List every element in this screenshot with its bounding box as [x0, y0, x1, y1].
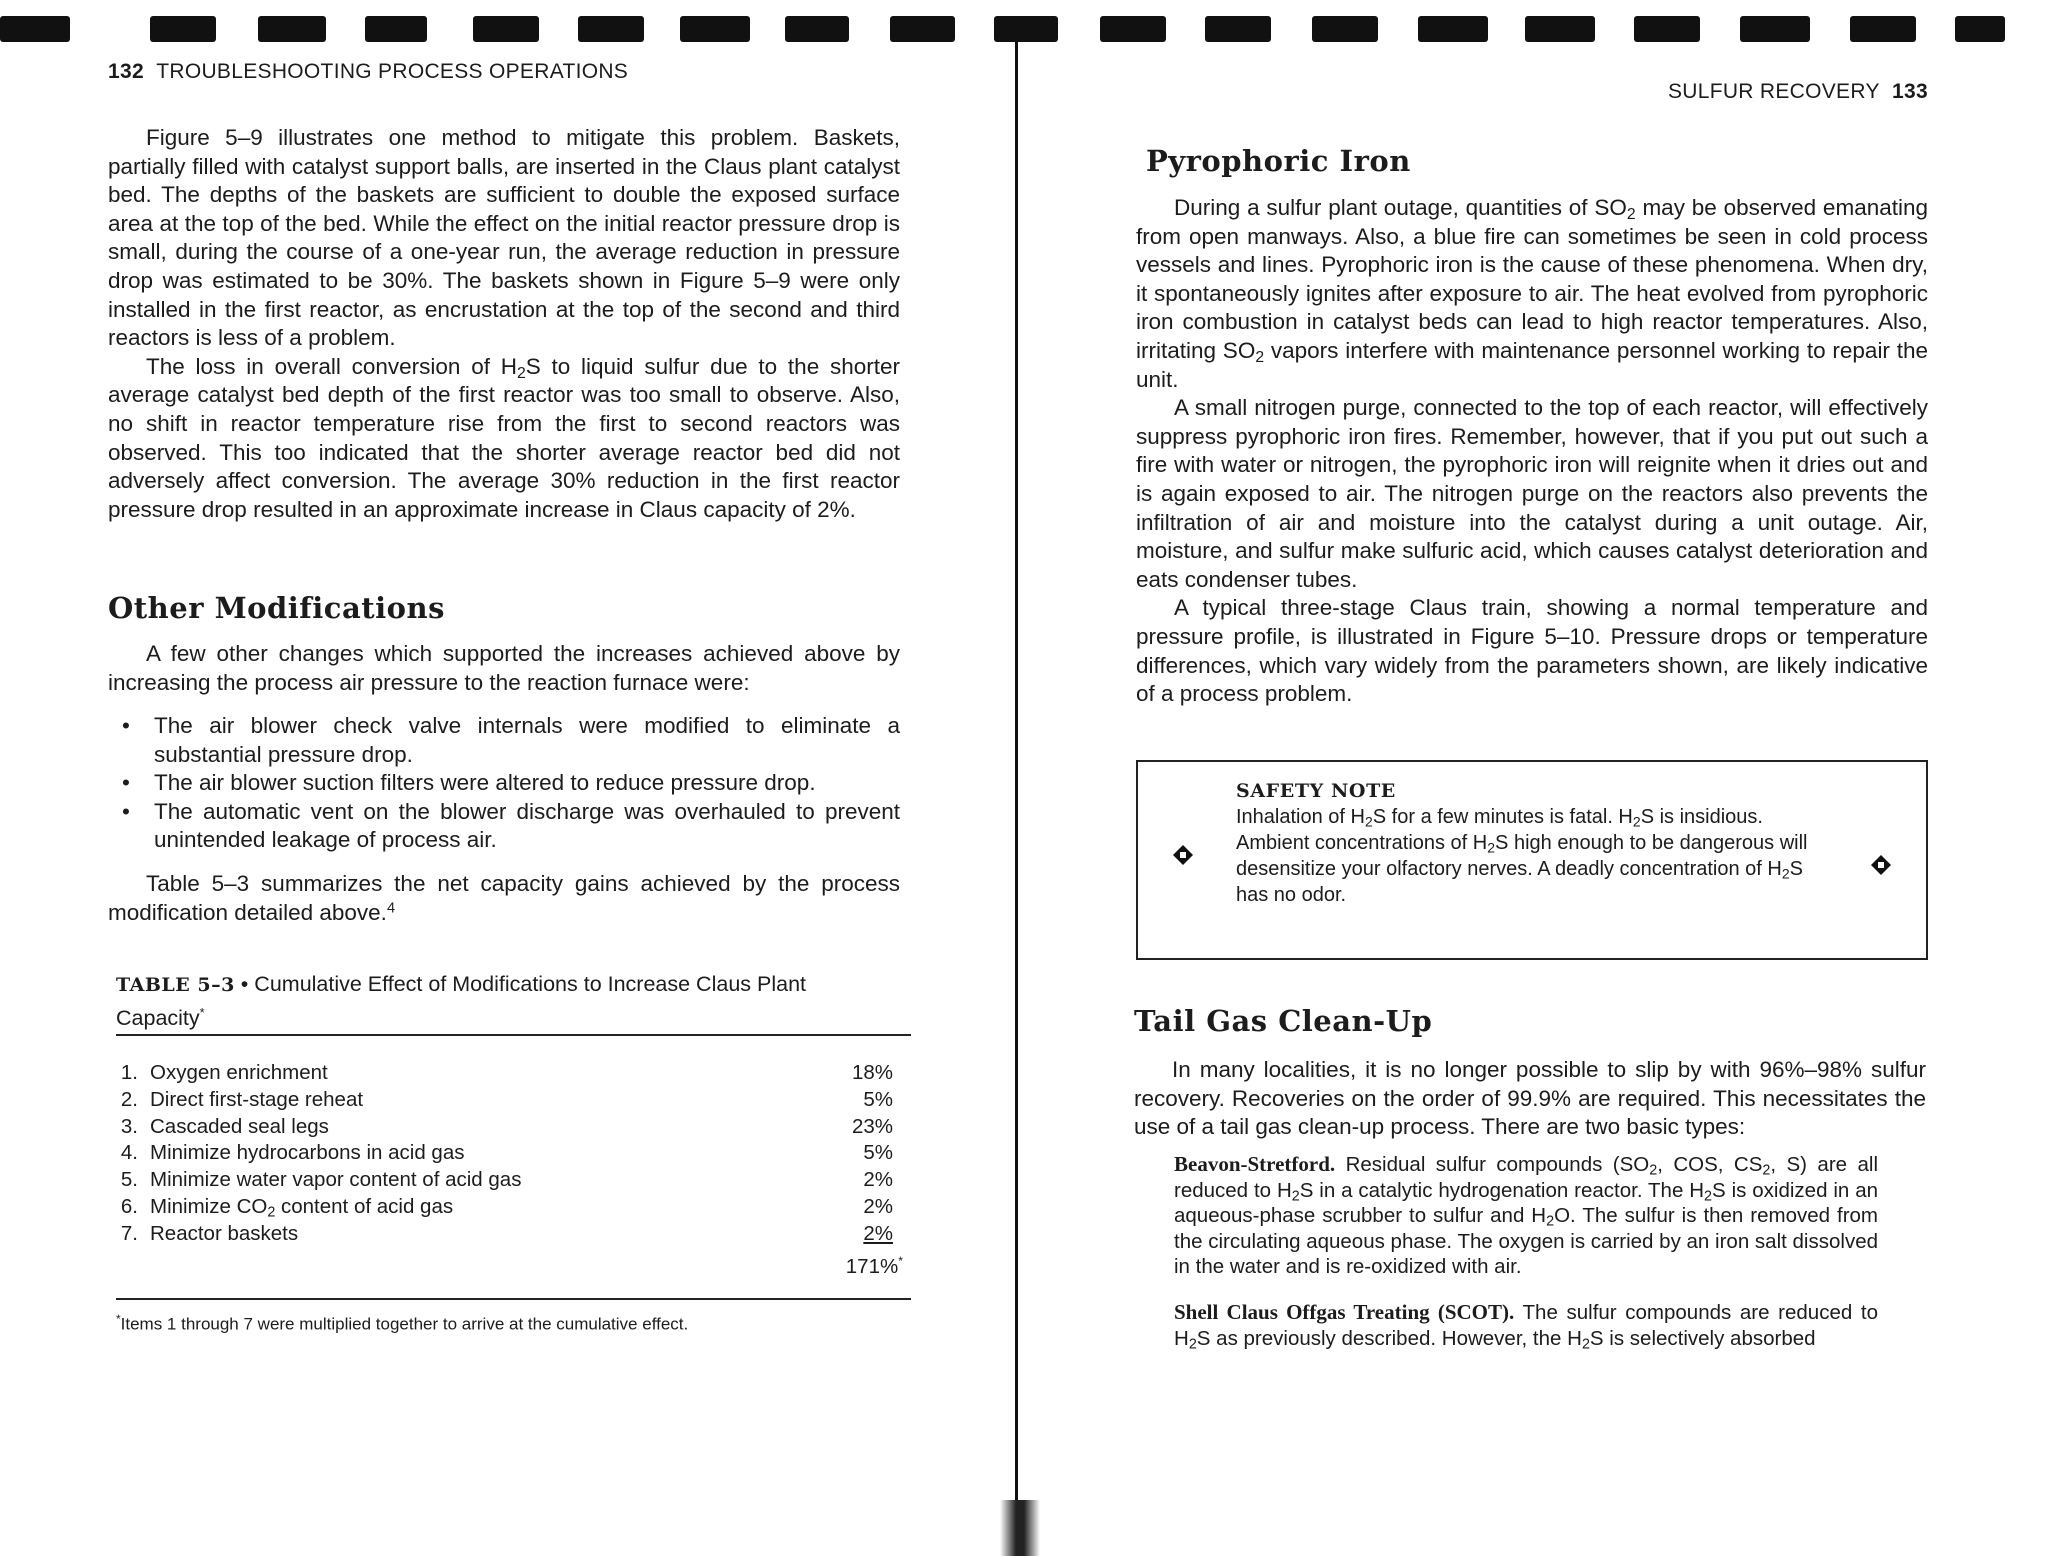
- term: Shell Claus Offgas Treating (SCOT).: [1174, 1300, 1515, 1324]
- table-caption: [116, 970, 900, 1032]
- paragraph: Figure 5–9 illustrates one method to mitigate this problem. Baskets, partially filled with catalyst support balls, are inserted in the Claus plant catalyst bed. The depths of the baskets are sufficient to double the exposed surface area at the top of the bed. While the effect on the initial reactor pressure drop is small, during the course of a one-year run, the average reduction in pressure drop was estimated to be 30%. The baskets shown in Figure 5–9 were only installed in the first reactor, as encrustation at the top of the second and third reactors is less of a problem.: [108, 125, 900, 351]
- right-page: [1128, 0, 1928, 1556]
- table-caption-mark: *: [199, 1005, 205, 1020]
- right-body-2: [1134, 1056, 1926, 1142]
- section-heading: Tail Gas Clean-Up: [1134, 1004, 1433, 1038]
- table-total: 171%*: [845, 1253, 903, 1278]
- left-body-3: [108, 870, 900, 927]
- paragraph: During a sulfur plant outage, quantities of $SO_2$ may be observed emanating from open manways. Also, a blue fire can sometimes be seen in cold process vessels and lines. Pyrophoric iron is the cause of these phenomena. When dry, it spontaneously ignites after exposure to air. The heat evolved from pyrophoric iron combustion in catalyst beds can lead to high reactor temperatures. Also, irritating $SO_2$ vapors interfere with maintenance personnel working to repair the unit.: [1136, 195, 1929, 392]
- left-page: [108, 0, 908, 1556]
- right-body: [1136, 194, 1928, 709]
- table-row: 2. Direct first-stage reheat 5%: [120, 1087, 893, 1111]
- registration-mark: [1955, 16, 2005, 42]
- table-row: 6. Minimize $CO_2$ content of acid gas 2%: [120, 1194, 893, 1221]
- safety-note-text: SAFETY NOTE Inhalation of $H_2S$ for a few minutes is fatal. $H_2S$ is insidious. Ambient concentrations of $H_2S$ high enough to be dangerous will desensitize your olfactory nerves. A deadly concentration of $H_2S$ has no odor.: [1236, 778, 1821, 908]
- section-heading: Other Modifications: [108, 591, 445, 625]
- bullet-list: [108, 712, 900, 855]
- table-bottom-rule: [116, 1298, 911, 1300]
- table-row: 5. Minimize water vapor content of acid gas 2%: [120, 1168, 893, 1192]
- safety-note-box: [1136, 760, 1928, 960]
- paragraph: A few other changes which supported the increases achieved above by increasing the process air pressure to the reaction furnace were:: [108, 641, 900, 695]
- table-label-bullet: •: [240, 972, 249, 996]
- paragraph: A typical three-stage Claus train, showing a normal temperature and pressure profile, is illustrated in Figure 5–10. Pressure drops or temperature differences, which vary widely from the parameters shown, are likely indicative of a process problem.: [1136, 595, 1928, 707]
- safety-diamond-icon: [1870, 854, 1892, 876]
- data-table: [116, 1060, 903, 1278]
- right-running-head: [1668, 80, 1928, 104]
- table-total-row: [116, 1248, 903, 1278]
- table-label: TABLE 5–3: [116, 974, 235, 996]
- beavon-stretford-paragraph: Beavon-Stretford. Residual sulfur compounds ($SO_2$, COS, $CS_2$, S) are all reduced to $H_2S$ in a catalytic hydrogenation reactor. The $H_2S$ is oxidized in an aqueous-phase scrubber to sulfur and $H_2O$. The sulfur is then removed from the circulating aqueous phase. The oxygen is carried by an iron salt dissolved in the water and is re-oxidized with air.: [1174, 1152, 1879, 1278]
- gutter-shadow: [1000, 1500, 1040, 1556]
- left-body-2: [108, 640, 900, 697]
- list-item: • The air blower check valve internals were modified to eliminate a substantial pressure drop.: [108, 712, 900, 769]
- left-body: [108, 124, 900, 524]
- table-row: 4. Minimize hydrocarbons in acid gas 5%: [120, 1141, 893, 1165]
- right-page-number: 133: [1892, 80, 1928, 103]
- left-page-number: 132: [108, 60, 144, 83]
- paragraph: Table 5–3 summarizes the net capacity gains achieved by the process modification detailed above.$^4$: [108, 871, 900, 925]
- book-gutter: [1015, 30, 1018, 1556]
- table-top-rule: [116, 1034, 911, 1036]
- table-title: Cumulative Effect of Modifications to Increase Claus Plant Capacity: [116, 972, 807, 1031]
- term: Beavon-Stretford.: [1174, 1152, 1336, 1176]
- paragraph: A small nitrogen purge, connected to the top of each reactor, will effectively suppress pyrophoric iron fires. Remember, however, that if you put out such a fire with water or nitrogen, the pyrophoric iron will reignite when it dries out and is again exposed to air. The nitrogen purge on the reactors also prevents the infiltration of air and moisture into the catalyst during a unit outage. Air, moisture, and sulfur make sulfuric acid, which causes catalyst deterioration and eats condenser tubes.: [1136, 395, 1928, 592]
- table-row: 3. Cascaded seal legs 23%: [120, 1114, 893, 1138]
- list-item: • The automatic vent on the blower discharge was overhauled to prevent unintended leakage of process air.: [108, 798, 900, 855]
- table-row: 1. Oxygen enrichment 18%: [120, 1061, 893, 1084]
- left-running-title: TROUBLESHOOTING PROCESS OPERATIONS: [156, 60, 629, 83]
- table-row: 7. Reactor baskets 2%: [120, 1221, 893, 1245]
- registration-mark: [0, 16, 70, 42]
- table-footnote: *Items 1 through 7 were multiplied together to arrive at the cumulative effect.: [116, 1312, 689, 1334]
- safety-diamond-icon: [1172, 844, 1194, 866]
- safety-note-title: SAFETY NOTE: [1236, 780, 1396, 802]
- section-heading: Pyrophoric Iron: [1146, 144, 1411, 178]
- left-running-head: [108, 60, 628, 84]
- registration-mark: [994, 16, 1058, 42]
- right-running-title: SULFUR RECOVERY: [1667, 80, 1880, 103]
- paragraph: In many localities, it is no longer possible to slip by with 96%–98% sulfur recovery. Recoveries on the order of 99.9% are required. This necessitates the use of a tail gas clean-up process. There are two basic types:: [1134, 1057, 1926, 1140]
- list-item: • The air blower suction filters were altered to reduce pressure drop.: [108, 769, 900, 798]
- scot-paragraph: Shell Claus Offgas Treating (SCOT). The sulfur compounds are reduced to $H_2S$ as previously described. However, the $H_2S$ is selectively absorbed: [1174, 1300, 1878, 1353]
- paragraph: The loss in overall conversion of $H_2S$ to liquid sulfur due to the shorter average catalyst bed depth of the first reactor was too small to observe. Also, no shift in reactor temperature rise from the first to second reactors was observed. This too indicated that the shorter average reactor bed did not adversely affect conversion. The average 30% reduction in the first reactor pressure drop resulted in an approximate increase in Claus capacity of 2%.: [108, 353, 900, 522]
